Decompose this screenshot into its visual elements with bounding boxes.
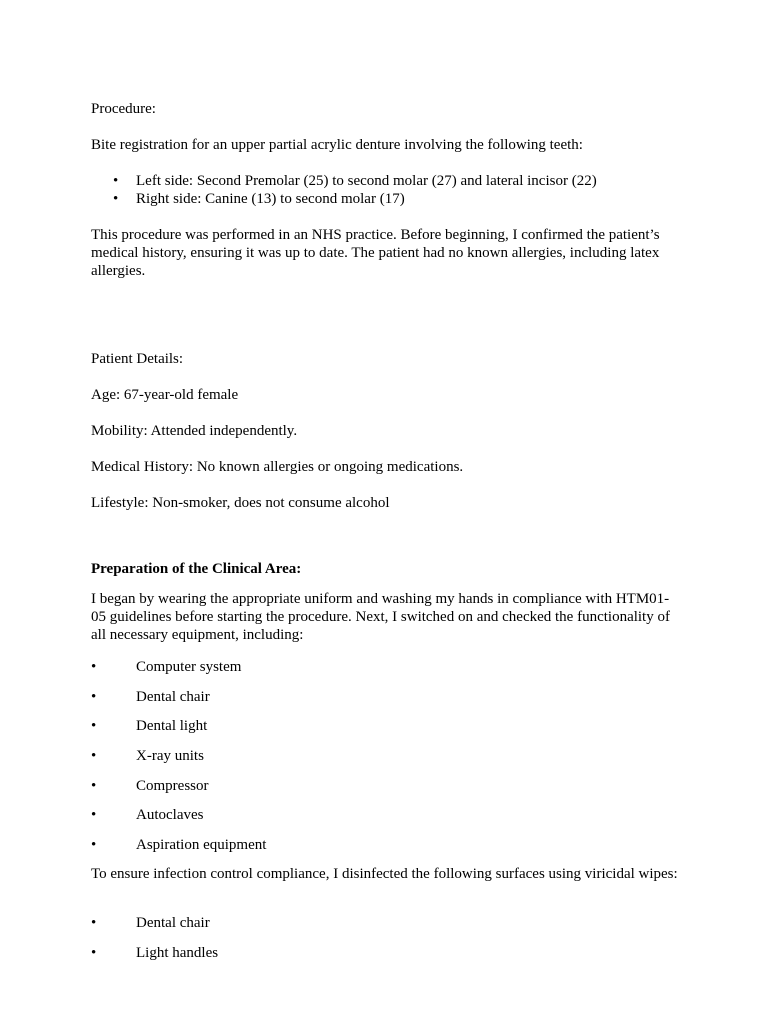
bullet-icon: •: [91, 915, 97, 931]
bullet-icon: •: [91, 688, 97, 705]
list-item: • Aspiration equipment: [91, 837, 267, 854]
list-item: • Dental light: [91, 718, 208, 735]
list-item: • Light handles: [91, 944, 219, 961]
preparation-intro: I began by wearing the appropriate uniform and washing my hands in compliance with HTM01-05 guidelines before starting the procedure. Next, I switched on and checked the functionality of all necessary equipment, including:: [91, 591, 670, 643]
bullet-icon: •: [91, 807, 97, 824]
bullet-icon: •: [91, 777, 97, 794]
surfaces-list: [91, 914, 681, 973]
list-item: • Dental chair: [91, 688, 210, 705]
patient-mobility: Mobility: Attended independently.: [91, 423, 298, 439]
list-item: • Right side: Canine (13) to second molar (17): [113, 191, 405, 207]
bullet-icon: •: [91, 837, 97, 854]
patient-age: Age: 67-year-old female: [91, 387, 239, 403]
preparation-heading: Preparation of the Clinical Area:: [91, 561, 302, 577]
bullet-icon: •: [113, 173, 119, 189]
bullet-icon: •: [91, 944, 97, 961]
bullet-icon: •: [91, 718, 97, 735]
equipment-list: [91, 658, 681, 866]
bullet-icon: •: [91, 748, 97, 765]
procedure-history-paragraph: This procedure was performed in an NHS practice. Before beginning, I confirmed the patient’s medical history, ensuring it was up to date. The patient had no known allergies, including latex allergies.: [91, 227, 660, 279]
list-item: • Computer system: [91, 659, 242, 675]
list-item: • Compressor: [91, 777, 209, 794]
patient-lifestyle: Lifestyle: Non-smoker, does not consume alcohol: [91, 495, 390, 511]
list-item: • Dental chair: [91, 915, 210, 931]
patient-details-heading: Patient Details:: [91, 351, 184, 367]
bullet-icon: •: [113, 191, 119, 207]
teeth-list: [91, 172, 681, 208]
procedure-intro: Bite registration for an upper partial acrylic denture involving the following teeth:: [91, 137, 583, 153]
list-item: • Autoclaves: [91, 807, 204, 824]
infection-control-paragraph: To ensure infection control compliance, I disinfected the following surfaces using viricidal wipes:: [91, 866, 678, 882]
list-item: • Left side: Second Premolar (25) to second molar (27) and lateral incisor (22): [113, 173, 597, 189]
patient-medical-history: Medical History: No known allergies or ongoing medications.: [91, 459, 464, 475]
list-item: • X-ray units: [91, 748, 204, 765]
procedure-heading: Procedure:: [91, 101, 156, 117]
bullet-icon: •: [91, 659, 97, 675]
